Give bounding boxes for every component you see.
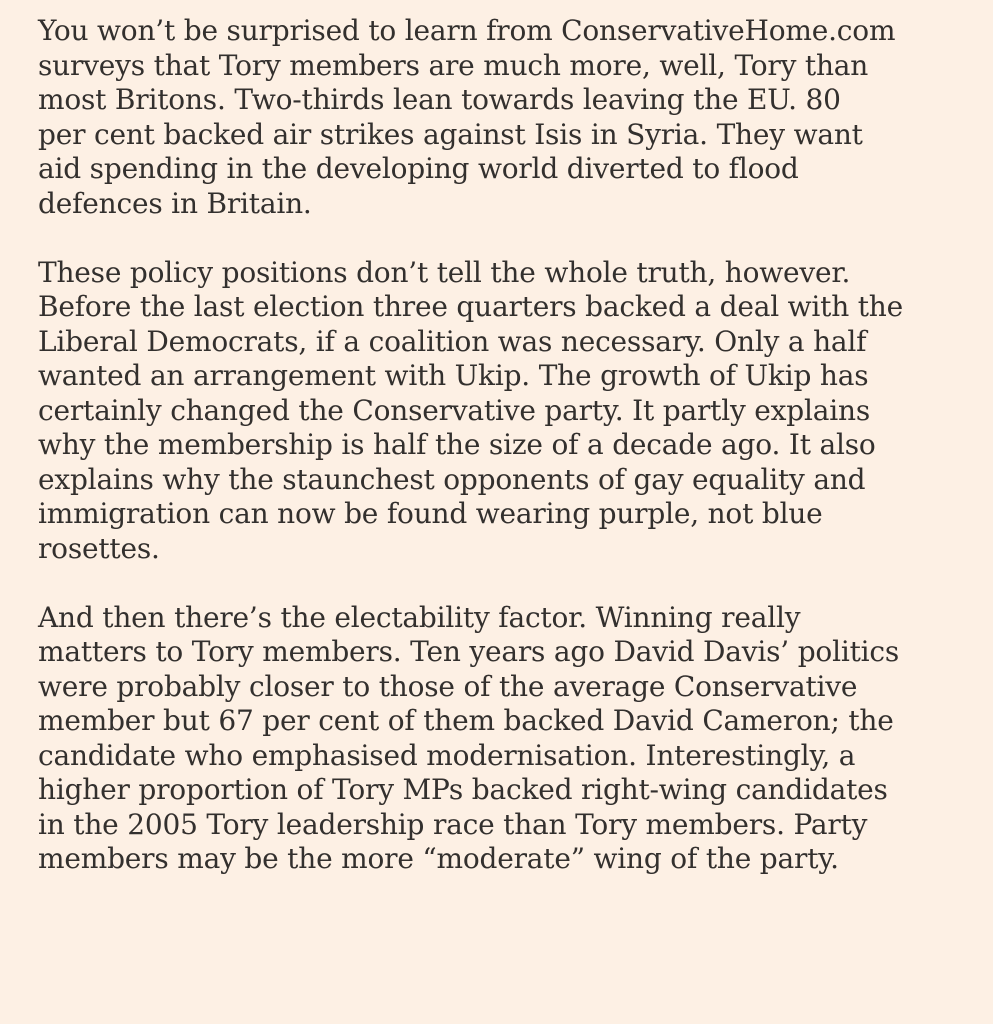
paragraph-line: members may be the more “moderate” wing of the party. [38,842,839,875]
paragraph-2 [38,256,963,567]
paragraph-line: You won’t be surprised to learn from ConservativeHome.com [38,14,896,47]
paragraph-line: rosettes. [38,531,160,565]
paragraph-line: in the 2005 Tory leadership race than Tory members. Party [38,807,868,841]
paragraph-line: matters to Tory members. Ten years ago David Davis’ politics [38,635,900,668]
paragraph-line: Liberal Democrats, if a coalition was necessary. Only a half [38,324,867,358]
paragraph-line: defences in Britain. [38,186,312,220]
paragraph-line: And then there’s the electability factor. Winning really [38,600,801,634]
paragraph-line: Before the last election three quarters backed a deal with the [38,290,904,323]
paragraph-line: member but 67 per cent of them backed David Cameron; the [38,704,894,737]
paragraph-3 [38,601,963,877]
paragraph-line: immigration can now be found wearing purple, not blue [38,497,823,530]
paragraph-line: candidate who emphasised modernisation. Interestingly, a [38,738,856,772]
paragraph-line: higher proportion of Tory MPs backed right-wing candidates [38,773,888,806]
paragraph-line: certainly changed the Conservative party. It partly explains [38,393,870,427]
paragraph-line: surveys that Tory members are much more, well, Tory than [38,48,869,82]
paragraph-line: explains why the staunchest opponents of gay equality and [38,462,866,496]
paragraph-line: most Britons. Two-thirds lean towards leaving the EU. 80 [38,83,841,116]
paragraph-line: per cent backed air strikes against Isis in Syria. They want [38,117,863,151]
paragraph-line: aid spending in the developing world diverted to flood [38,152,799,185]
paragraph-line: wanted an arrangement with Ukip. The growth of Ukip has [38,359,869,392]
paragraph-line: were probably closer to those of the average Conservative [38,669,858,703]
paragraph-line: These policy positions don’t tell the whole truth, however. [38,255,851,289]
paragraph-line: why the membership is half the size of a decade ago. It also [38,428,876,461]
paragraph-1 [38,14,963,221]
